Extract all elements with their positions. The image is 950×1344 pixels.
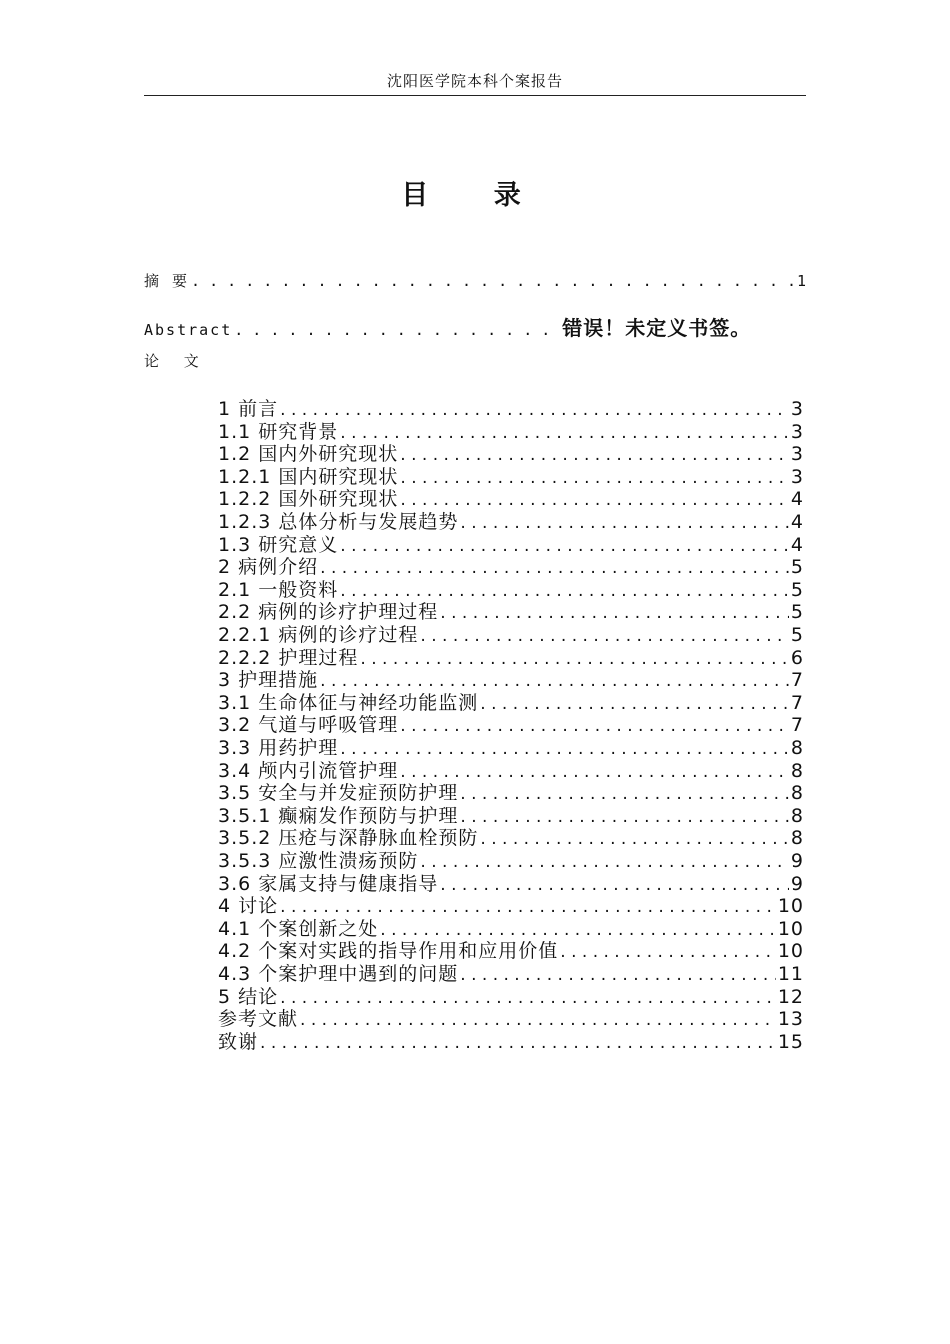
toc-leader-dots [340, 421, 789, 444]
toc-bookmark-error: 错误！未定义书签。 [562, 316, 752, 340]
toc-entry-page: 10 [777, 895, 804, 918]
toc-entry-label: 2.1 一般资料 [218, 578, 339, 601]
toc-entry-label: 1.2.3 总体分析与发展趋势 [218, 511, 459, 533]
toc-leader-dots [400, 760, 789, 783]
toc-entry-label: 摘 要 [144, 272, 190, 290]
toc-entry-label: 3.3 用药护理 [218, 737, 339, 759]
toc-entry-page: 10 [777, 917, 804, 940]
toc-entry-page: 9 [790, 850, 804, 872]
toc-entry[interactable] [218, 873, 804, 896]
toc-leader-dots [440, 601, 789, 624]
toc-entry-label: 1.2 国内外研究现状 [218, 443, 399, 466]
toc-entry-label: 1.1 研究背景 [218, 420, 339, 443]
toc-entry-page: 3 [790, 443, 804, 466]
toc-leader-dots [560, 940, 776, 963]
toc-entry-page: 8 [790, 759, 804, 782]
toc-title: 目 录 [401, 180, 549, 211]
toc-leader-dots [340, 534, 789, 557]
toc-entry[interactable] [218, 669, 804, 692]
header-rule [144, 95, 806, 96]
toc-leader-dots [460, 805, 789, 828]
toc-entry-page: 10 [777, 940, 804, 963]
toc-entry-abstract-en[interactable] [144, 312, 806, 341]
toc-entry-page: 5 [790, 601, 804, 624]
toc-leader-dots [340, 579, 789, 602]
toc-entry-page: 4 [790, 533, 804, 556]
toc-leader-dots [340, 737, 789, 760]
toc-entry[interactable] [218, 1031, 804, 1054]
toc-entry[interactable] [218, 556, 804, 579]
toc-entry[interactable] [218, 1008, 804, 1031]
toc-leader-dots [480, 692, 789, 715]
toc-entry-page: 5 [790, 624, 804, 646]
toc-entry-page: 15 [777, 1030, 804, 1053]
toc-entry[interactable] [218, 827, 804, 850]
toc-entry-page: 11 [777, 963, 804, 985]
toc-entry-page: 5 [790, 578, 804, 601]
toc-entry-page: 1 [796, 272, 806, 290]
toc-entry-page: 8 [790, 737, 804, 759]
toc-leader-dots [400, 466, 789, 489]
toc-entry-label: 3 护理措施 [218, 669, 319, 692]
toc-entry-page: 7 [790, 691, 804, 714]
toc-entry[interactable] [218, 624, 804, 647]
toc-entry-label: 5 结论 [218, 985, 279, 1008]
toc-entry-page: 8 [790, 804, 804, 827]
toc-leader-dots [234, 321, 560, 339]
toc-entry[interactable] [218, 918, 804, 941]
toc-entry-page: 8 [790, 827, 804, 850]
toc-entry-page: 7 [790, 669, 804, 692]
toc-entry-label: 1.2.1 国内研究现状 [218, 465, 399, 488]
toc-entry-page: 4 [790, 511, 804, 533]
toc-entry[interactable] [218, 647, 804, 670]
toc-entry[interactable] [218, 398, 804, 421]
toc-entry-label: 3.5.1 癫痫发作预防与护理 [218, 804, 459, 827]
toc-entry-page: 13 [777, 1008, 804, 1031]
toc-leader-dots [320, 556, 789, 579]
toc-leader-dots [400, 443, 789, 466]
toc-entry[interactable] [218, 737, 804, 760]
toc-entry[interactable] [218, 850, 804, 873]
toc-entry[interactable] [218, 601, 804, 624]
toc-entry-page: 3 [790, 420, 804, 443]
toc-leader-dots [191, 272, 795, 290]
toc-leader-dots [280, 398, 789, 421]
toc-leader-dots [420, 850, 789, 873]
toc-entry-label: 2.2.2 护理过程 [218, 646, 359, 669]
toc-entry-label: 4.2 个案对实践的指导作用和应用价值 [218, 940, 559, 963]
toc-entry-label: 3.1 生命体征与神经功能监测 [218, 691, 479, 714]
toc-entry-page: 9 [790, 872, 804, 895]
toc-entry[interactable] [218, 579, 804, 602]
toc-entry[interactable] [218, 963, 804, 986]
toc-entry-page: 5 [790, 556, 804, 579]
toc-leader-dots [460, 782, 789, 805]
toc-entry-label: 4.3 个案护理中遇到的问题 [218, 963, 459, 985]
toc-entry[interactable] [218, 466, 804, 489]
toc-entry[interactable] [218, 443, 804, 466]
toc-leader-dots [460, 511, 789, 534]
toc-entry[interactable] [218, 760, 804, 783]
toc-entry-label: 3.2 气道与呼吸管理 [218, 714, 399, 737]
toc-leader-dots [440, 873, 789, 896]
toc-entry-label: 1 前言 [218, 398, 279, 420]
toc-entry-label: 3.4 颅内引流管护理 [218, 759, 399, 782]
toc-entry-label: 1.3 研究意义 [218, 533, 339, 556]
toc-entry-label: 致谢 [218, 1030, 259, 1053]
toc-entry[interactable] [218, 782, 804, 805]
toc-entry-label: 3.6 家属支持与健康指导 [218, 872, 439, 895]
toc-entry-label: 参考文献 [218, 1008, 299, 1031]
toc-entry-label: Abstract [144, 321, 233, 339]
toc-entry[interactable] [218, 940, 804, 963]
toc-leader-dots [400, 714, 789, 737]
toc-entry[interactable] [218, 692, 804, 715]
toc-entry-label: 2.2.1 病例的诊疗过程 [218, 624, 419, 646]
toc-entry[interactable] [218, 488, 804, 511]
toc-entry[interactable] [218, 534, 804, 557]
toc-entry-page: 8 [790, 782, 804, 805]
toc-entry[interactable] [218, 714, 804, 737]
toc-entry-label: 4.1 个案创新之处 [218, 917, 379, 940]
toc-entry-page: 12 [777, 985, 804, 1008]
toc-entry[interactable] [218, 511, 804, 534]
toc-entry-label: 3.5.3 应激性溃疡预防 [218, 850, 419, 872]
toc-section-label: 论 文 [144, 352, 209, 370]
toc-entry-abstract-cn[interactable] [144, 270, 806, 291]
toc-leader-dots [260, 1031, 776, 1054]
toc-leader-dots [460, 963, 776, 986]
toc-entry-label: 3.5.2 压疮与深静脉血栓预防 [218, 827, 479, 850]
toc-leader-dots [400, 488, 789, 511]
toc-leader-dots [380, 918, 776, 941]
toc-entry[interactable] [218, 805, 804, 828]
toc-entry[interactable] [218, 986, 804, 1009]
toc-entry-page: 3 [790, 398, 804, 420]
toc-leader-dots [360, 647, 789, 670]
toc-entry[interactable] [218, 895, 804, 918]
toc-entry-label: 1.2.2 国外研究现状 [218, 488, 399, 511]
toc-leader-dots [320, 669, 789, 692]
toc-leader-dots [280, 895, 776, 918]
page-header: 沈阳医学院本科个案报告 [386, 72, 563, 90]
toc-leader-dots [300, 1008, 776, 1031]
toc-entry-page: 3 [790, 465, 804, 488]
toc-leader-dots [420, 624, 789, 647]
toc-entry[interactable] [218, 421, 804, 444]
toc-entry-page: 6 [790, 646, 804, 669]
toc-entry-label: 2.2 病例的诊疗护理过程 [218, 601, 439, 624]
toc-leader-dots [480, 827, 789, 850]
toc-entry-label: 2 病例介绍 [218, 556, 319, 579]
toc-entry-label: 4 讨论 [218, 895, 279, 918]
toc-entry-label: 3.5 安全与并发症预防护理 [218, 782, 459, 805]
toc-entry-page: 7 [790, 714, 804, 737]
toc-entry-page: 4 [790, 488, 804, 511]
toc-leader-dots [280, 986, 776, 1009]
